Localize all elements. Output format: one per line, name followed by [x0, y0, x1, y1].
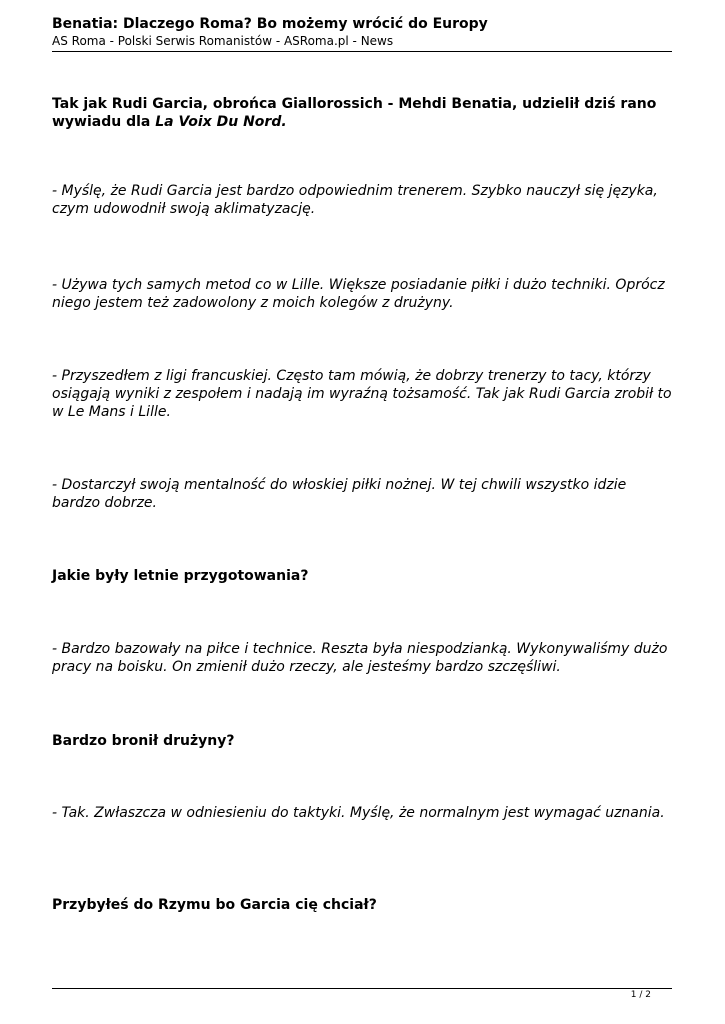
question-heading: Bardzo bronił drużyny?	[52, 733, 235, 749]
publication-name: La Voix Du Nord.	[155, 114, 287, 130]
question-heading: Jakie były letnie przygotowania?	[52, 568, 309, 584]
answer-paragraph: - Bardzo bazowały na piłce i technice. Reszta była niespodzianką. Wykonywaliśmy dużo pracy na boisku. On zmienił dużo rzeczy, ale jesteśmy bardzo szczęśliwi.	[52, 641, 668, 675]
footer-divider	[52, 988, 672, 989]
page-number: 1 / 2	[630, 990, 651, 1000]
article-title: Benatia: Dlaczego Roma? Bo możemy wrócić do Europy	[52, 16, 488, 32]
answer-paragraph: - Przyszedłem z ligi francuskiej. Często tam mówią, że dobrzy trenerzy to tacy, którzy osiągają wyniki z zespołem i nadają im wyraźną tożsamość. Tak jak Rudi Garcia zrobił to w Le Mans i Lille.	[52, 368, 672, 420]
question-heading: Przybyłeś do Rzymu bo Garcia cię chciał?	[52, 897, 377, 913]
answer-paragraph: - Używa tych samych metod co w Lille. Większe posiadanie piłki i dużo techniki. Oprócz niego jestem też zadowolony z moich kolegów z drużyny.	[52, 277, 665, 311]
answer-paragraph: - Tak. Zwłaszcza w odniesieniu do taktyki. Myślę, że normalnym jest wymagać uznania.	[52, 805, 665, 821]
page-header	[52, 15, 672, 50]
site-subtitle: AS Roma - Polski Serwis Romanistów - ASRoma.pl - News	[52, 34, 394, 48]
lead-text: Tak jak Rudi Garcia, obrońca Giallorossich - Mehdi Benatia, udzielił dziś rano wywiadu dla	[52, 96, 657, 130]
article-lead	[52, 95, 672, 131]
article-body	[52, 95, 672, 913]
answer-paragraph: - Myślę, że Rudi Garcia jest bardzo odpowiednim trenerem. Szybko nauczył się języka, czym udowodnił swoją aklimatyzację.	[52, 183, 658, 217]
header-divider	[52, 51, 672, 52]
answer-paragraph: - Dostarczył swoją mentalność do włoskiej piłki nożnej. W tej chwili wszystko idzie bardzo dobrze.	[52, 477, 627, 511]
